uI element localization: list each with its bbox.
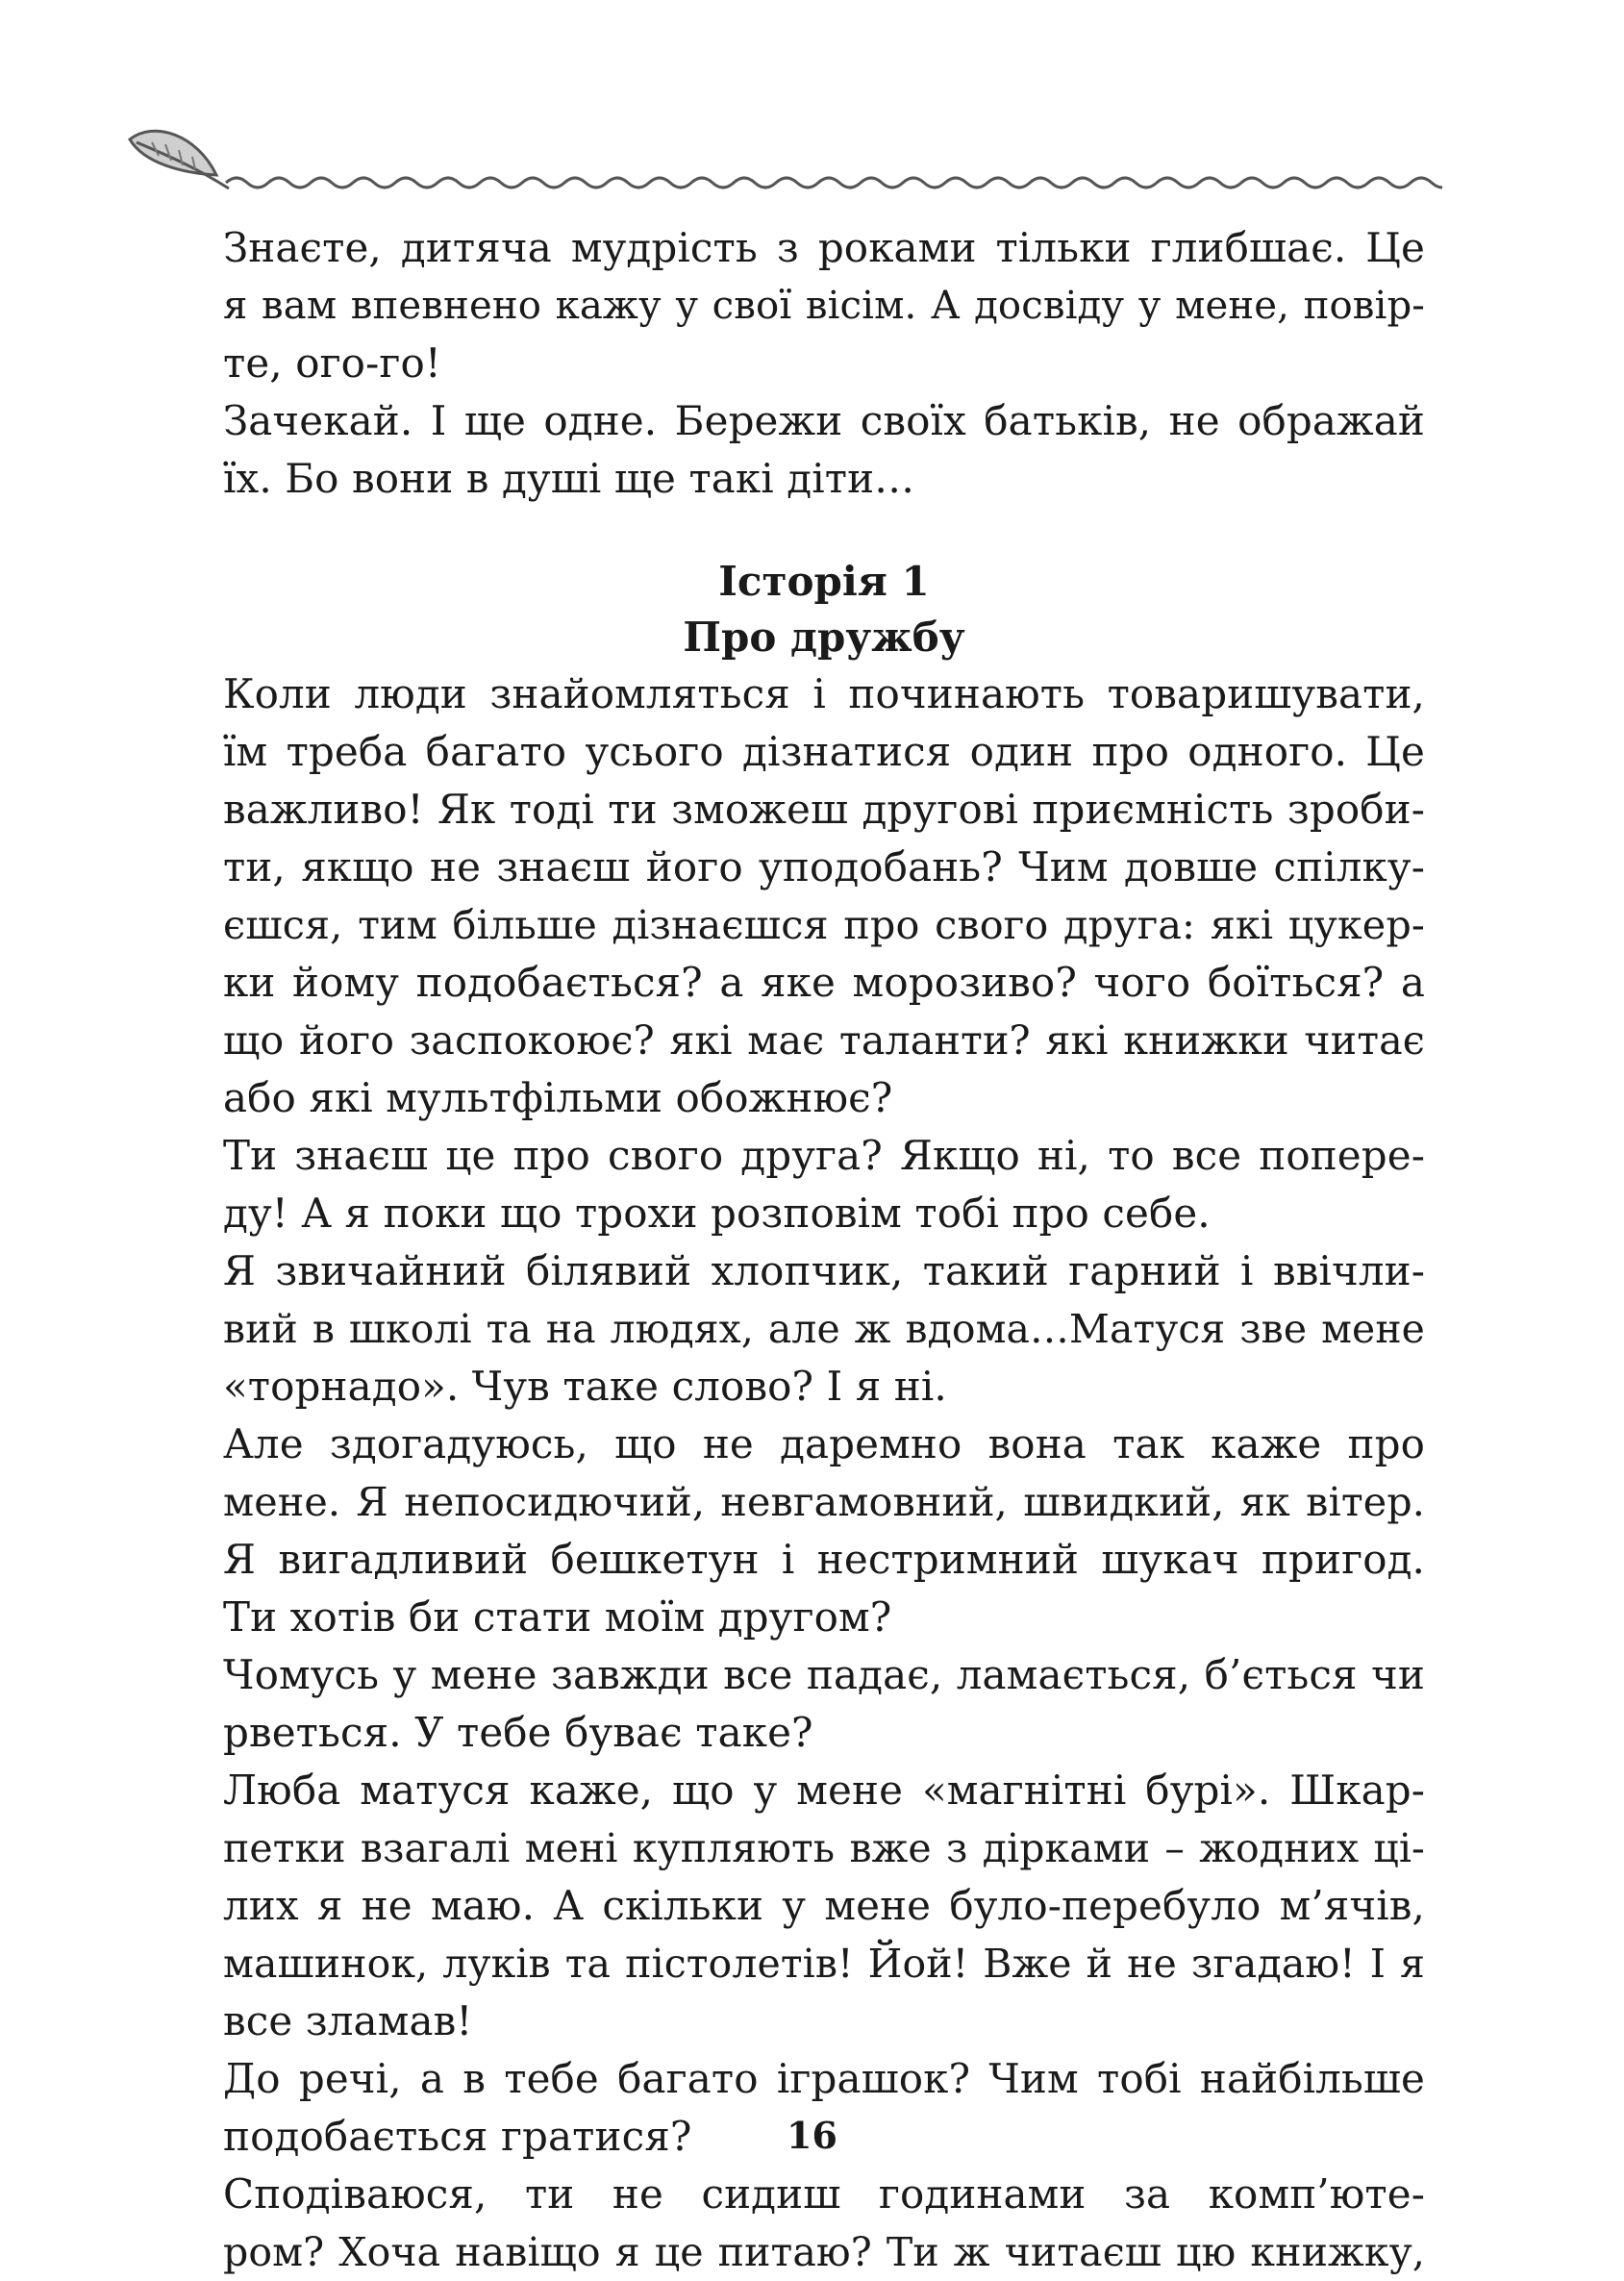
text-line: все зламав!	[223, 1997, 473, 2044]
text-line: Чомусь у мене завжди все падає, ламається, б’ється чи	[223, 1651, 1425, 1698]
text-line: Коли люди знайомляться і починають товаришувати,	[223, 670, 1425, 717]
text-line: Ти знаєш це про свого друга? Якщо ні, то все попере-	[223, 1132, 1425, 1179]
section-heading	[223, 554, 1425, 665]
text-line: важливо! Як тоді ти зможеш другові приємність зроби-	[223, 786, 1425, 833]
text-line: машинок, луків та пістолетів! Йой! Вже й не згадаю! І я	[223, 1941, 1425, 1987]
text-line: подобається гратися?	[223, 2113, 692, 2160]
text-line: лих я не маю. А скільки у мене було-перебуло м’ячів,	[223, 1882, 1425, 1929]
intro-paragraph-2	[223, 392, 1425, 508]
body-paragraph-5	[223, 1646, 1425, 1762]
text-line: те, ого-го!	[223, 339, 441, 387]
text-line: Знаєте, дитяча мудрість з роками тільки глибшає. Це	[223, 224, 1425, 271]
text-line: ти, якщо не знаєш його уподобань? Чим довше спілку-	[223, 843, 1425, 890]
text-line: «торнадо». Чув таке слово? І я ні.	[223, 1363, 947, 1410]
text-line: що його заспокоює? які має таланти? які книжки читає	[223, 1017, 1425, 1064]
feather-quill-icon	[130, 131, 229, 188]
intro-paragraph-1	[223, 219, 1425, 392]
text-line: ду! А я поки що трохи розповім тобі про себе.	[223, 1190, 1211, 1237]
body-paragraph-4	[223, 1416, 1425, 1646]
section-gap	[223, 508, 1425, 554]
text-line: Люба матуся каже, що у мене «магнітні бурі». Шкар-	[223, 1767, 1425, 1814]
text-line: Ти хотів би стати моїм другом?	[223, 1593, 892, 1641]
text-line: рветься. У тебе буває таке?	[223, 1709, 813, 1756]
text-line: До речі, а в тебе багато іграшок? Чим тобі найбільше	[223, 2055, 1425, 2102]
text-line: петки взагалі мені купляють вже з дірками – жодних ці-	[223, 1825, 1425, 1871]
text-line: Але здогадуюсь, що не даремно вона так каже про	[223, 1420, 1425, 1467]
text-line: Я вигадливий бешкетун і нестримний шукач пригод.	[223, 1536, 1425, 1583]
text-line: або які мультфільми обожнює?	[223, 1074, 893, 1121]
text-line: ки йому подобається? а яке морозиво? чого боїться? а	[223, 959, 1425, 1006]
text-line: Зачекай. І ще одне. Бережи своїх батьків, не ображай	[223, 397, 1425, 444]
body-paragraph-6	[223, 1762, 1425, 2050]
text-line: мене. Я непосидючий, невгамовний, швидкий, як вітер.	[223, 1479, 1425, 1525]
page-number: 16	[787, 2114, 837, 2157]
text-line: єшся, тим більше дізнаєшся про свого друга: які цукер-	[223, 902, 1425, 948]
page-text	[223, 219, 1425, 2281]
body-paragraph-2	[223, 1127, 1425, 1242]
text-line: Я звичайний білявий хлопчик, такий гарний і ввічли-	[223, 1247, 1425, 1294]
section-title: Історія 1	[718, 558, 930, 605]
text-line: ром? Хоча навіщо я це питаю? Ти ж читаєш цю книжку,	[223, 2229, 1425, 2275]
text-line: вий в школі та на людях, але ж вдома…Матуся зве мене	[223, 1306, 1425, 1352]
body-paragraph-8	[223, 2166, 1425, 2281]
text-line: я вам впевнено кажу у свої вісім. А досвіду у мене, повір-	[223, 284, 1425, 328]
body-paragraph-1	[223, 665, 1425, 1127]
header-ornament	[115, 106, 1442, 202]
text-line: Сподіваюся, ти не сидиш годинами за комп’ютe-	[223, 2170, 1425, 2218]
section-subtitle: Про дружбу	[683, 614, 965, 661]
wavy-divider	[226, 178, 1442, 188]
text-line: їм треба багато усього дізнатися один про одного. Це	[223, 728, 1425, 775]
text-line: їх. Бо вони в душі ще такі діти…	[223, 455, 915, 502]
body-paragraph-3	[223, 1242, 1425, 1416]
